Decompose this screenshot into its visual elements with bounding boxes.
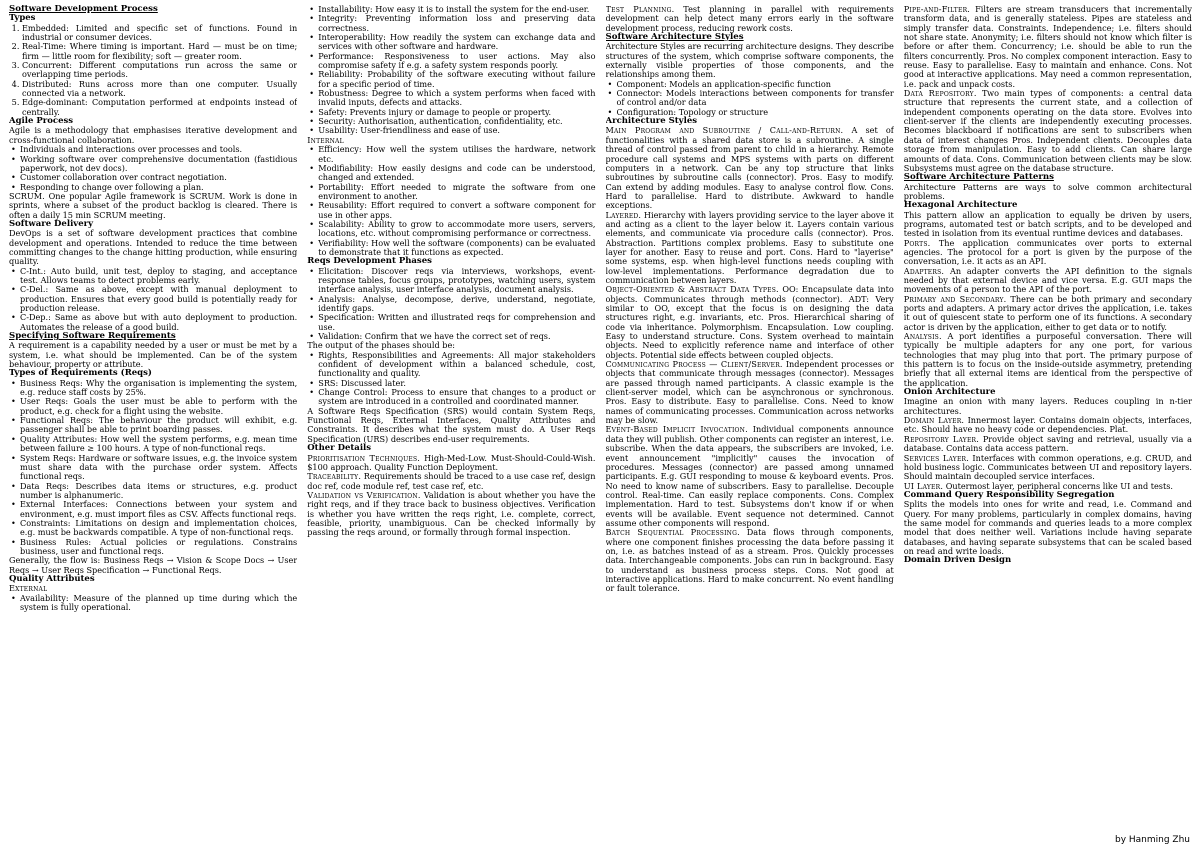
paragraph: Event-Based Implicit Invocation. Individual components announce data they will publish. Other components can register an interest, i.e. subscribe. When the data appears, the subscribers are invoked, i.e. event announcement "implicitly" causes the invocation of procedures. Messages (connector) are passed among unnamed participants. E.g. GUI responding to mouse & keyboard events. Pros. No need to know name of subscribers. Easy to parallelise. Decouple control. Real-time. Can easily replace components. Cons. Complex implementation. Hard to test. Subsystems don't know if or when events will be available. Event sequence not determined. Cannot assume other components will respond. xyxy=(605,424,894,528)
paragraph: Data Repository. Two main types of components: a central data structure that represents the current state, and a collection of independent components operating on the data store. Evolves into client-server if the clients are independently executing processes. Becomes blackboard if notifications are sent to subscribers when data of interest changes Pros. Independent clients. Decouples data storage from manipulation. Easy to add clients. Can share large amounts of data. Cons. Communication between clients may be slow. Subsystems must agree on the database structure. xyxy=(903,88,1192,173)
subsection-title: Domain Driven Design xyxy=(903,555,1012,566)
paragraph: The output of the phases should be: xyxy=(307,340,455,351)
section-title: Software Development Process xyxy=(9,5,158,14)
minor-heading: Internal xyxy=(307,134,344,145)
quality-attributes-list xyxy=(307,5,595,136)
list-item: • Reusability: Effort required to convert a software component for use in other apps. xyxy=(318,201,595,220)
list-item: • Working software over comprehensive documentation (fastidious paperwork, not dev docs). xyxy=(20,155,297,174)
subsection-title: Software Delivery xyxy=(9,218,94,229)
list-item: • SRS: Discussed later. xyxy=(318,379,595,388)
list-item: • Integrity: Preventing information loss and preserving data correctness. xyxy=(318,14,595,33)
paragraph: Main Program and Subroutine / Call-and-Return. A set of functionalities with a shared data store is a subroutine. A single thread of control passed from parent to child in a hierarchy. Remote procedure call systems and MPS systems with parts on different computers in a network. Can be any top structure that links subroutines by subroutine calls (connector). Pros. Easy to modify. Can extend by adding modules. Easy to analyse control flow. Cons. Hard to parallelise. Hard to distribute. Awkward to handle exceptions. xyxy=(605,125,894,211)
list-item: • C-Del.: Same as above, except with manual deployment to production. Ensures that every good build is potentially ready for production release. xyxy=(20,285,297,313)
paragraph: Splits the models into ones for write and read, i.e. Command and Query. For many problems, particularly in complex domains, having the same model for commands and queries leads to a more complex model that does neither well. Variations include having separate databases, and having separate subsystems that can be scaled based on read and write loads. xyxy=(903,499,1192,556)
list-item: • Business Rules: Actual policies or regulations. Constrains business, user and functional reqs. xyxy=(20,538,297,557)
list-item: • Configuration: Topology or structure xyxy=(617,108,894,117)
list-item: • Change Control: Process to ensure that changes to a product or system are introduced in a controlled and coordinated manner. xyxy=(318,388,595,407)
column-3 xyxy=(606,5,894,849)
subsection-title: Command Query Responsibility Segregation xyxy=(903,489,1115,500)
subsection-title: Hexagonal Architecture xyxy=(903,200,1018,211)
list-item: • Verifiability: How well the software (components) can be evaluated to demonstrate that it functions as expected. xyxy=(318,239,595,258)
agile-values-list xyxy=(9,145,297,192)
requirement-types-list xyxy=(9,379,297,557)
list-item: • Data Reqs: Describes data items or structures, e.g. product number is alphanumeric. xyxy=(20,482,297,501)
paragraph: Domain Layer. Innermost layer. Contains domain objects, interfaces, etc. Should have no heavy code or dependencies. Plat. xyxy=(903,415,1192,435)
paragraph: Traceability. Requirements should be traced to a use case ref, design doc ref, code module ref, test case ref, etc. xyxy=(307,471,596,491)
paragraph: Services Layer. Interfaces with common operations, e.g. CRUD, and hold business logic. Communicates between UI and repository layers. Should maintain decoupled service interfaces. xyxy=(903,452,1192,482)
architecture-elements-list xyxy=(606,80,894,117)
list-item: 3. Concurrent: Different computations run across the same or overlapping time periods. xyxy=(22,61,297,80)
list-item: • Scalability: Ability to grow to accommodate more users, servers, locations, etc. without compromising performance or correctness. xyxy=(318,220,595,239)
list-item: • Modifiability: How easily designs and code can be understood, changed and extended. xyxy=(318,164,595,183)
paragraph: Prioritisation Techniques. High-Med-Low. Must-Should-Could-Wish. $100 approach. Quality Function Deployment. xyxy=(307,452,596,472)
paragraph: Analysis. A port identifies a purposeful conversation. There will typically be multiple adapters for any one port, for various technologies that may plug into that port. The primary purpose of this pattern is to focus on the inside-outside asymmetry, pretending briefly that all external items are identical from the perspective of the application. xyxy=(903,331,1192,388)
outputs-list xyxy=(307,351,595,407)
paragraph: Imagine an onion with many layers. Reduces coupling in n-tier architectures. xyxy=(903,396,1192,416)
paragraph: UI Layer. Outermost layer, peripheral concerns like UI and tests. xyxy=(903,480,1173,491)
list-item: • Functional Reqs: The behaviour the product will exhibit, e.g. passenger shall be able to print boarding passes. xyxy=(20,416,297,435)
author-credit: by Hanming Zhu xyxy=(1114,834,1190,845)
subsection-title: Agile Process xyxy=(9,116,74,127)
paragraph: Batch Sequential Processing. Data flows through components, where one component finishes processing the data before passing it on, i.e. as batches instead of as a stream. Pros. Quickly processes data. Interchangeable components. Jobs can run in background. Easy to understand as business process steps. Cons. Not good at interactive applications. Hard to make concurrent. No event handling or fault tolerance. xyxy=(605,527,894,594)
paragraph: Generally, the flow is: Business Reqs → Vision & Scope Docs → User Reqs → User Reqs Specification → Functional Reqs. xyxy=(9,555,298,575)
list-item: • Usability: User-friendliness and ease of use. xyxy=(318,126,595,135)
paragraph: Adapters. An adapter converts the API definition to the signals needed by that external device and vice versa. E.g. GUI maps the movements of a person to the API of the port. xyxy=(903,265,1192,295)
process-types-list xyxy=(9,24,297,117)
list-item: • C-Dep.: Same as above but with auto deployment to production. Automates the release of a good build. xyxy=(20,313,297,332)
subsection-title: Reqs Development Phases xyxy=(307,256,432,267)
subsection-title: Types of Requirements (Reqs) xyxy=(9,368,152,379)
list-item: • Responding to change over following a plan. xyxy=(20,183,297,192)
list-item: • Individuals and interactions over processes and tools. xyxy=(20,145,297,154)
column-2 xyxy=(307,5,595,849)
subsection-title: Onion Architecture xyxy=(903,387,996,398)
minor-heading: External xyxy=(9,583,48,594)
list-item: • Validation: Confirm that we have the correct set of reqs. xyxy=(318,332,595,341)
delivery-list xyxy=(9,267,297,332)
paragraph: Object-Oriented & Abstract Data Types. OO: Encapsulate data into objects. Communicates through methods (connector). ADT: Very similar to OO, except that the focus is on designing the data structures right, e.g. invariants, etc. Pros. Hierarchical sharing of code via inheritance. Polymorphism. Encapsulation. Low coupling. Easy to understand structure. Cons. System overhead to maintain objects. Need to explicitly reference name and interface of other objects. Potential side effects between coupled objects. xyxy=(605,284,894,360)
paragraph: Ports. The application communicates over ports to external agencies. The protocol for a port is given by the purpose of the conversation, i.e. it acts as an API. xyxy=(903,237,1192,267)
list-item: • Connector: Models interactions between components for transfer of control and/or data xyxy=(617,89,894,108)
phases-list xyxy=(307,267,595,342)
list-item: • Component: Models an application-specific function xyxy=(617,80,894,89)
paragraph: Architecture Patterns are ways to solve common architectural problems. xyxy=(903,181,1192,201)
paragraph: This pattern allow an application to equally be driven by users, programs, automated test or batch scripts, and to be developed and tested in isolation from its eventual runtime devices and databases. xyxy=(903,209,1192,239)
list-item: • Business Reqs: Why the organisation is implementing the system, e.g. reduce staff costs by 25%. xyxy=(20,379,297,398)
subsection-title: Types xyxy=(9,13,36,24)
list-item: • Safety: Prevents injury or damage to people or property. xyxy=(318,108,595,117)
list-item: 4. Distributed: Runs across more than one computer. Usually connected via a network. xyxy=(22,80,297,99)
list-item: • Elicitation: Discover reqs via interviews, workshops, event-response tables, focus groups, prototypes, watching users, system interface analysis, user interface analysis, document analysis. xyxy=(318,267,595,295)
paragraph: Validation vs Verification. Validation is about whether you have the right reqs, and if they trace back to business objectives. Verification is whether you have written the reqs right, i.e. complete, correct, feasible, priority, unambiguous. Can be checked informally by passing the reqs around, or formally through formal inspection. xyxy=(307,489,596,538)
list-item: • Portability: Effort needed to migrate the software from one environment to another. xyxy=(318,183,595,202)
column-1 xyxy=(9,5,297,849)
list-item: 2. Real-Time: Where timing is important. Hard — must be on time; firm — little room for flexibility; soft — greater room. xyxy=(22,42,297,61)
subsection-title: Architecture Styles xyxy=(605,116,698,127)
section-title: Software Architecture Patterns xyxy=(903,172,1054,183)
list-item: • User Reqs: Goals the user must be able to perform with the product, e.g. check for a flight using the website. xyxy=(20,397,297,416)
list-item: • Robustness: Degree to which a system performs when faced with invalid inputs, defects and attacks. xyxy=(318,89,595,108)
quality-attributes-list xyxy=(9,594,297,613)
paragraph: Communicating Process — Client/Server. Independent processes or objects that communicate through messages (connector). Messages are passed through named participants. A classic example is the client-server model, which can be asynchronous or synchronous. Pros. Easy to distribute. Easy to parallelise. Cons. Need to know names of communicating processes. Communication across networks may be slow. xyxy=(605,359,894,426)
list-item: • External Interfaces: Connections between your system and environment, e.g. must import files as CSV. Affects functional reqs. xyxy=(20,500,297,519)
list-item: • Interoperability: How readily the system can exchange data and services with other software and hardware. xyxy=(318,33,595,52)
paragraph: A requirement is a capability needed by a user or must be met by a system, i.e. what should be implemented. Can be of the system behaviour, property or attribute. xyxy=(9,340,298,370)
list-item: • Rights, Responsibilities and Agreements: All major stakeholders confident of development within a balanced schedule, cost, functionality and quality. xyxy=(318,351,595,379)
section-title: Software Architecture Styles xyxy=(605,32,744,43)
list-item: • Reliability: Probability of the software executing without failure for a specific period of time. xyxy=(318,70,595,89)
list-item: 5. Edge-dominant: Computation performed at endpoints instead of centrally. xyxy=(22,98,297,117)
column-4 xyxy=(904,5,1194,849)
list-item: • C-Int.: Auto build, unit test, deploy to staging, and acceptance test. Allows teams to detect problems early. xyxy=(20,267,297,286)
list-item: • Constraints: Limitations on design and implementation choices, e.g. must be backwards compatible. A type of non-functional reqs. xyxy=(20,519,297,538)
list-item: • Specification: Written and illustrated reqs for comprehension and use. xyxy=(318,313,595,332)
list-item: • Availability: Measure of the planned up time during which the system is fully operational. xyxy=(20,594,297,613)
list-item: • Installability: How easy it is to install the system for the end-user. xyxy=(318,5,595,14)
paragraph: Repository Layer. Provide object saving and retrieval, usually via a database. Contains data access pattern. xyxy=(903,433,1192,454)
paragraph: SCRUM. One popular Agile framework is SCRUM. Work is done in sprints, where a subset of the product backlog is cleared. There is often a daily 15 min SCRUM meeting. xyxy=(9,190,298,220)
paragraph: Architecture Styles are recurring architecture designs. They describe structures of the system, which comprise software components, the externally visible properties of those components, and the relationships among them. xyxy=(605,41,894,80)
paragraph: A Software Reqs Specification (SRS) would contain System Reqs, Functional Reqs, External Interfaces, Quality Attributes and Constraints. It describes what the system must do. A User Reqs Specification (URS) describes end-user requirements. xyxy=(307,405,596,444)
list-item: • Quality Attributes: How well the system performs, e.g. mean time between failure ≥ 100 hours. A type of non-functional reqs. xyxy=(20,435,297,454)
paragraph: Test Planning. Test planning in parallel with requirements development can help detect many errors early in the software development process, reducing rework costs. xyxy=(605,5,894,33)
paragraph: Pipe-and-Filter. Filters are stream transducers that incrementally transform data, and is generally stateless. Pipes are stateless and simply transfer data. Constraints. Independence; i.e. filters should not share state. Anonymity; i.e. filters should not know which filter is before or after them. Concurrency; i.e. should be able to run the filters concurrently. Pros. No complex component interaction. Easy to reuse. Easy to parallelise. Easy to maintain and enhance. Cons. Not good at interactive applications. May need a common representation, i.e. pack and unpack costs. xyxy=(903,5,1192,89)
subsection-title: Quality Attributes xyxy=(9,573,95,584)
paragraph: Primary and Secondary. There can be both primary and secondary ports and adapters. A primary actor drives the application, i.e. takes it out of quiescent state to perform one of its functions. A secondary actor is driven by the application, either to get data or to notify. xyxy=(903,293,1193,332)
section-title: Specifying Software Requirements xyxy=(9,331,176,342)
list-item: • Efficiency: How well the system utilises the hardware, network etc. xyxy=(318,145,595,164)
list-item: • Performance: Responsiveness to user actions. May also compromise safety if e.g. a safety system responds poorly. xyxy=(318,52,595,71)
list-item: • System Reqs: Hardware or software issues, e.g. the invoice system must share data with the purchase order system. Affects functional reqs. xyxy=(20,454,297,482)
paragraph: Layered. Hierarchy with layers providing service to the layer above it and acting as a client to the layer below it. Layers contain various elements, and communicate via procedure calls (connector). Pros. Abstraction. Partitions complex problems. Easy to substitute one layer for another. Easy to reuse and port. Cons. Hard to "layerise" some systems, esp. when high-level functions needs coupling with low-level implementations. Performance degradation due to communication between layers. xyxy=(605,209,894,285)
list-item: • Security: Authorisation, authentication, confidentiality, etc. xyxy=(318,117,595,126)
list-item: • Customer collaboration over contract negotiation. xyxy=(20,173,297,182)
list-item: 1. Embedded: Limited and specific set of functions. Found in industrial or consumer devices. xyxy=(22,24,297,43)
list-item: • Analysis: Analyse, decompose, derive, understand, negotiate, identify gaps. xyxy=(318,295,595,314)
subsection-title: Other Details xyxy=(307,443,372,454)
paragraph: DevOps is a set of software development practices that combine development and operations. Intended to reduce the time between committing changes to the change hitting production, while ensuring quality. xyxy=(9,228,298,267)
internal-attributes-list xyxy=(307,145,595,257)
paragraph: Agile is a methodology that emphasises iterative development and cross-functional collaboration. xyxy=(9,125,298,145)
